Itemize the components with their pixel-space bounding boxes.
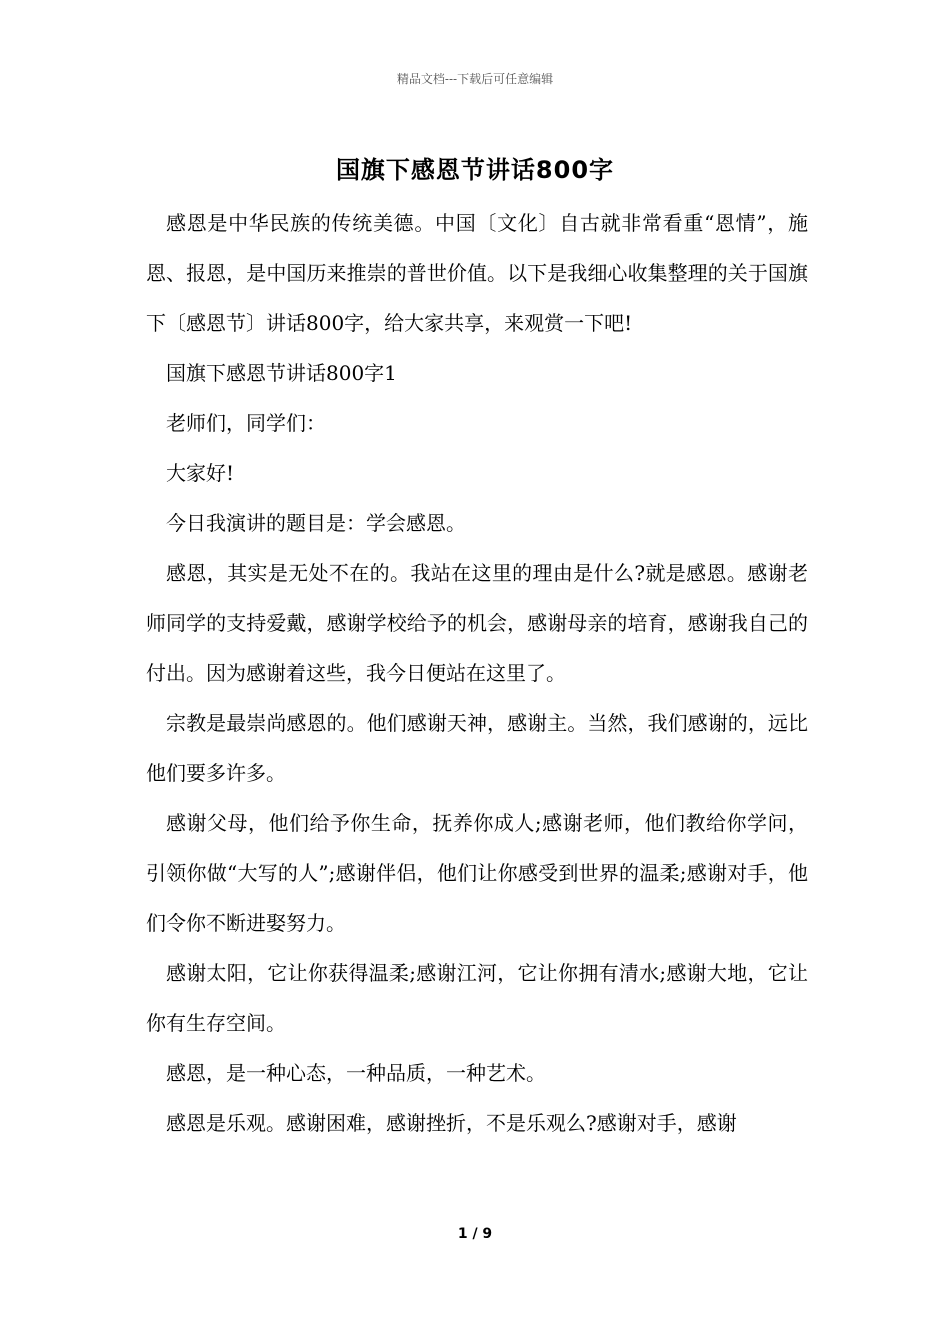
- paragraph: 感恩是中华民族的传统美德。中国〔文化〕自古就非常看重“恩情”，施恩、报恩，是中国历来推崇的普世价值。以下是我细心收集整理的关于国旗下〔感恩节〕讲话800字，给大家共享，来观赏一下吧!: [146, 211, 808, 335]
- paragraph: 感恩是乐观。感谢困难，感谢挫折，不是乐观么?感谢对手，感谢: [166, 1111, 737, 1135]
- paragraph: 感谢太阳，它让你获得温柔;感谢江河，它让你拥有清水;感谢大地，它让你有生存空间。: [146, 961, 808, 1035]
- paragraph: 感恩，是一种心态，一种品质，一种艺术。: [166, 1061, 546, 1085]
- document-body: [146, 198, 808, 1148]
- page-number: 1 / 9: [457, 1226, 493, 1242]
- paragraph: 感谢父母，他们给予你生命，抚养你成人;感谢老师，他们教给你学问，引领你做“大写的人”;感谢伴侣，他们让你感受到世界的温柔;感谢对手，他们令你不断进娶努力。: [146, 811, 808, 935]
- document-title: 国旗下感恩节讲话800字: [335, 156, 615, 184]
- paragraph: 大家好!: [166, 461, 235, 485]
- header-note: 精品文档---下载后可任意编辑: [396, 72, 554, 86]
- paragraph: 感恩，其实是无处不在的。我站在这里的理由是什么?就是感恩。感谢老师同学的支持爱戴，感谢学校给予的机会，感谢母亲的培育，感谢我自己的付出。因为感谢着这些，我今日便站在这里了。: [146, 561, 808, 685]
- paragraph: 宗教是最崇尚感恩的。他们感谢天神，感谢主。当然，我们感谢的，远比他们要多许多。: [146, 711, 808, 785]
- paragraph: 老师们，同学们：: [166, 411, 326, 435]
- paragraph: 今日我演讲的题目是：学会感恩。: [166, 511, 466, 535]
- paragraph: 国旗下感恩节讲话800字1: [166, 361, 397, 385]
